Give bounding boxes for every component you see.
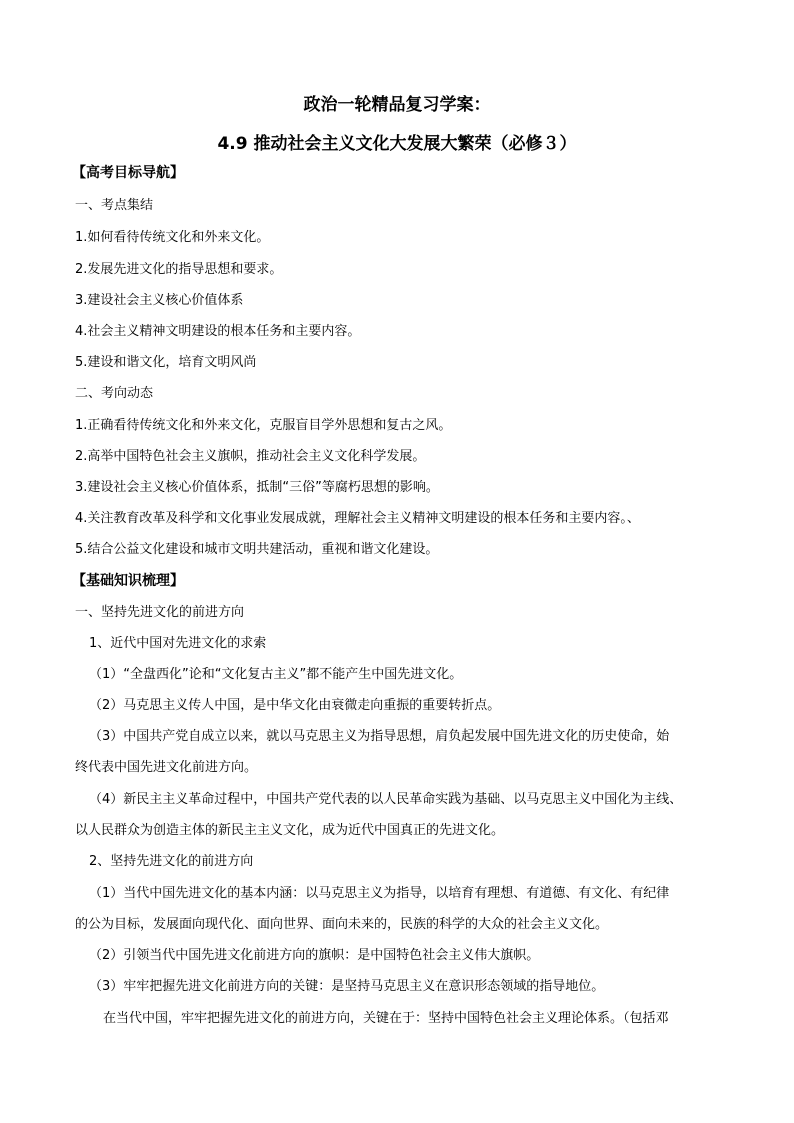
document-title: 政治一轮精品复习学案： bbox=[303, 95, 491, 115]
part-heading-advanced-culture: 一、坚持先进文化的前进方向 bbox=[75, 605, 245, 620]
list-item: （3）中国共产党自成立以来，就以马克思主义为指导思想，肩负起发展中国先进文化的历史使命，始 bbox=[89, 729, 670, 744]
list-item: 2.发展先进文化的指导思想和要求。 bbox=[75, 262, 283, 277]
part-heading-exam-trends: 二、考向动态 bbox=[75, 386, 154, 401]
list-item: 5.建设和谐文化，培育文明风尚 bbox=[75, 355, 257, 370]
sub-heading-adhere-direction: 2、坚持先进文化的前进方向 bbox=[89, 854, 254, 869]
section-heading-basics: 【基础知识梳理】 bbox=[72, 573, 184, 589]
section-heading-exam-goals: 【高考目标导航】 bbox=[72, 165, 184, 181]
list-item: 3.建设社会主义核心价值体系，抵制“三俗”等腐朽思想的影响。 bbox=[75, 480, 439, 495]
list-item: （2）马克思主义传人中国，是中华文化由衰微走向重振的重要转折点。 bbox=[89, 698, 501, 713]
list-item: （4）新民主主义革命过程中，中国共产党代表的以人民革命实践为基础、以马克思主义中国化为主线、 bbox=[89, 792, 683, 807]
list-item: 1.如何看待传统文化和外来文化。 bbox=[75, 230, 270, 245]
list-item: 5.结合公益文化建设和城市文明共建活动，重视和谐文化建设。 bbox=[75, 542, 439, 557]
part-heading-key-points: 一、考点集结 bbox=[75, 198, 154, 213]
paragraph: 在当代中国，牢牢把握先进文化的前进方向，关键在于：坚持中国特色社会主义理论体系。（包括邓 bbox=[103, 1011, 669, 1026]
list-item: （1）“全盘西化”论和“文化复古主义”都不能产生中国先进文化。 bbox=[89, 667, 463, 682]
sub-heading-modern-china: 1、近代中国对先进文化的求索 bbox=[89, 636, 267, 651]
document-subtitle: 4.9 推动社会主义文化大发展大繁荣（必修３） bbox=[217, 134, 577, 154]
list-item: （1）当代中国先进文化的基本内涵：以马克思主义为指导，以培育有理想、有道德、有文化、有纪律 bbox=[89, 886, 670, 901]
list-item: 4.社会主义精神文明建设的根本任务和主要内容。 bbox=[75, 324, 361, 339]
list-item-continued: 终代表中国先进文化前进方向。 bbox=[75, 760, 258, 775]
list-item: 4.关注教育改革及科学和文化事业发展成就，理解社会主义精神文明建设的根本任务和主要内容。、 bbox=[75, 511, 640, 526]
list-item-continued: 的公为目标，发展面向现代化、面向世界、面向未来的，民族的科学的大众的社会主义文化。 bbox=[75, 917, 609, 932]
list-item: 2.高举中国特色社会主义旗帜，推动社会主义文化科学发展。 bbox=[75, 449, 426, 464]
list-item: （2）引领当代中国先进文化前进方向的旗帜：是中国特色社会主义伟大旗帜。 bbox=[89, 948, 540, 963]
list-item: 1.正确看待传统文化和外来文化，克服盲目学外思想和复古之风。 bbox=[75, 418, 452, 433]
list-item-continued: 以人民群众为创造主体的新民主主义文化，成为近代中国真正的先进文化。 bbox=[75, 823, 505, 838]
list-item: （3）牢牢把握先进文化前进方向的关键：是坚持马克思主义在意识形态领域的指导地位。 bbox=[89, 979, 605, 994]
list-item: 3.建设社会主义核心价值体系 bbox=[75, 293, 244, 308]
